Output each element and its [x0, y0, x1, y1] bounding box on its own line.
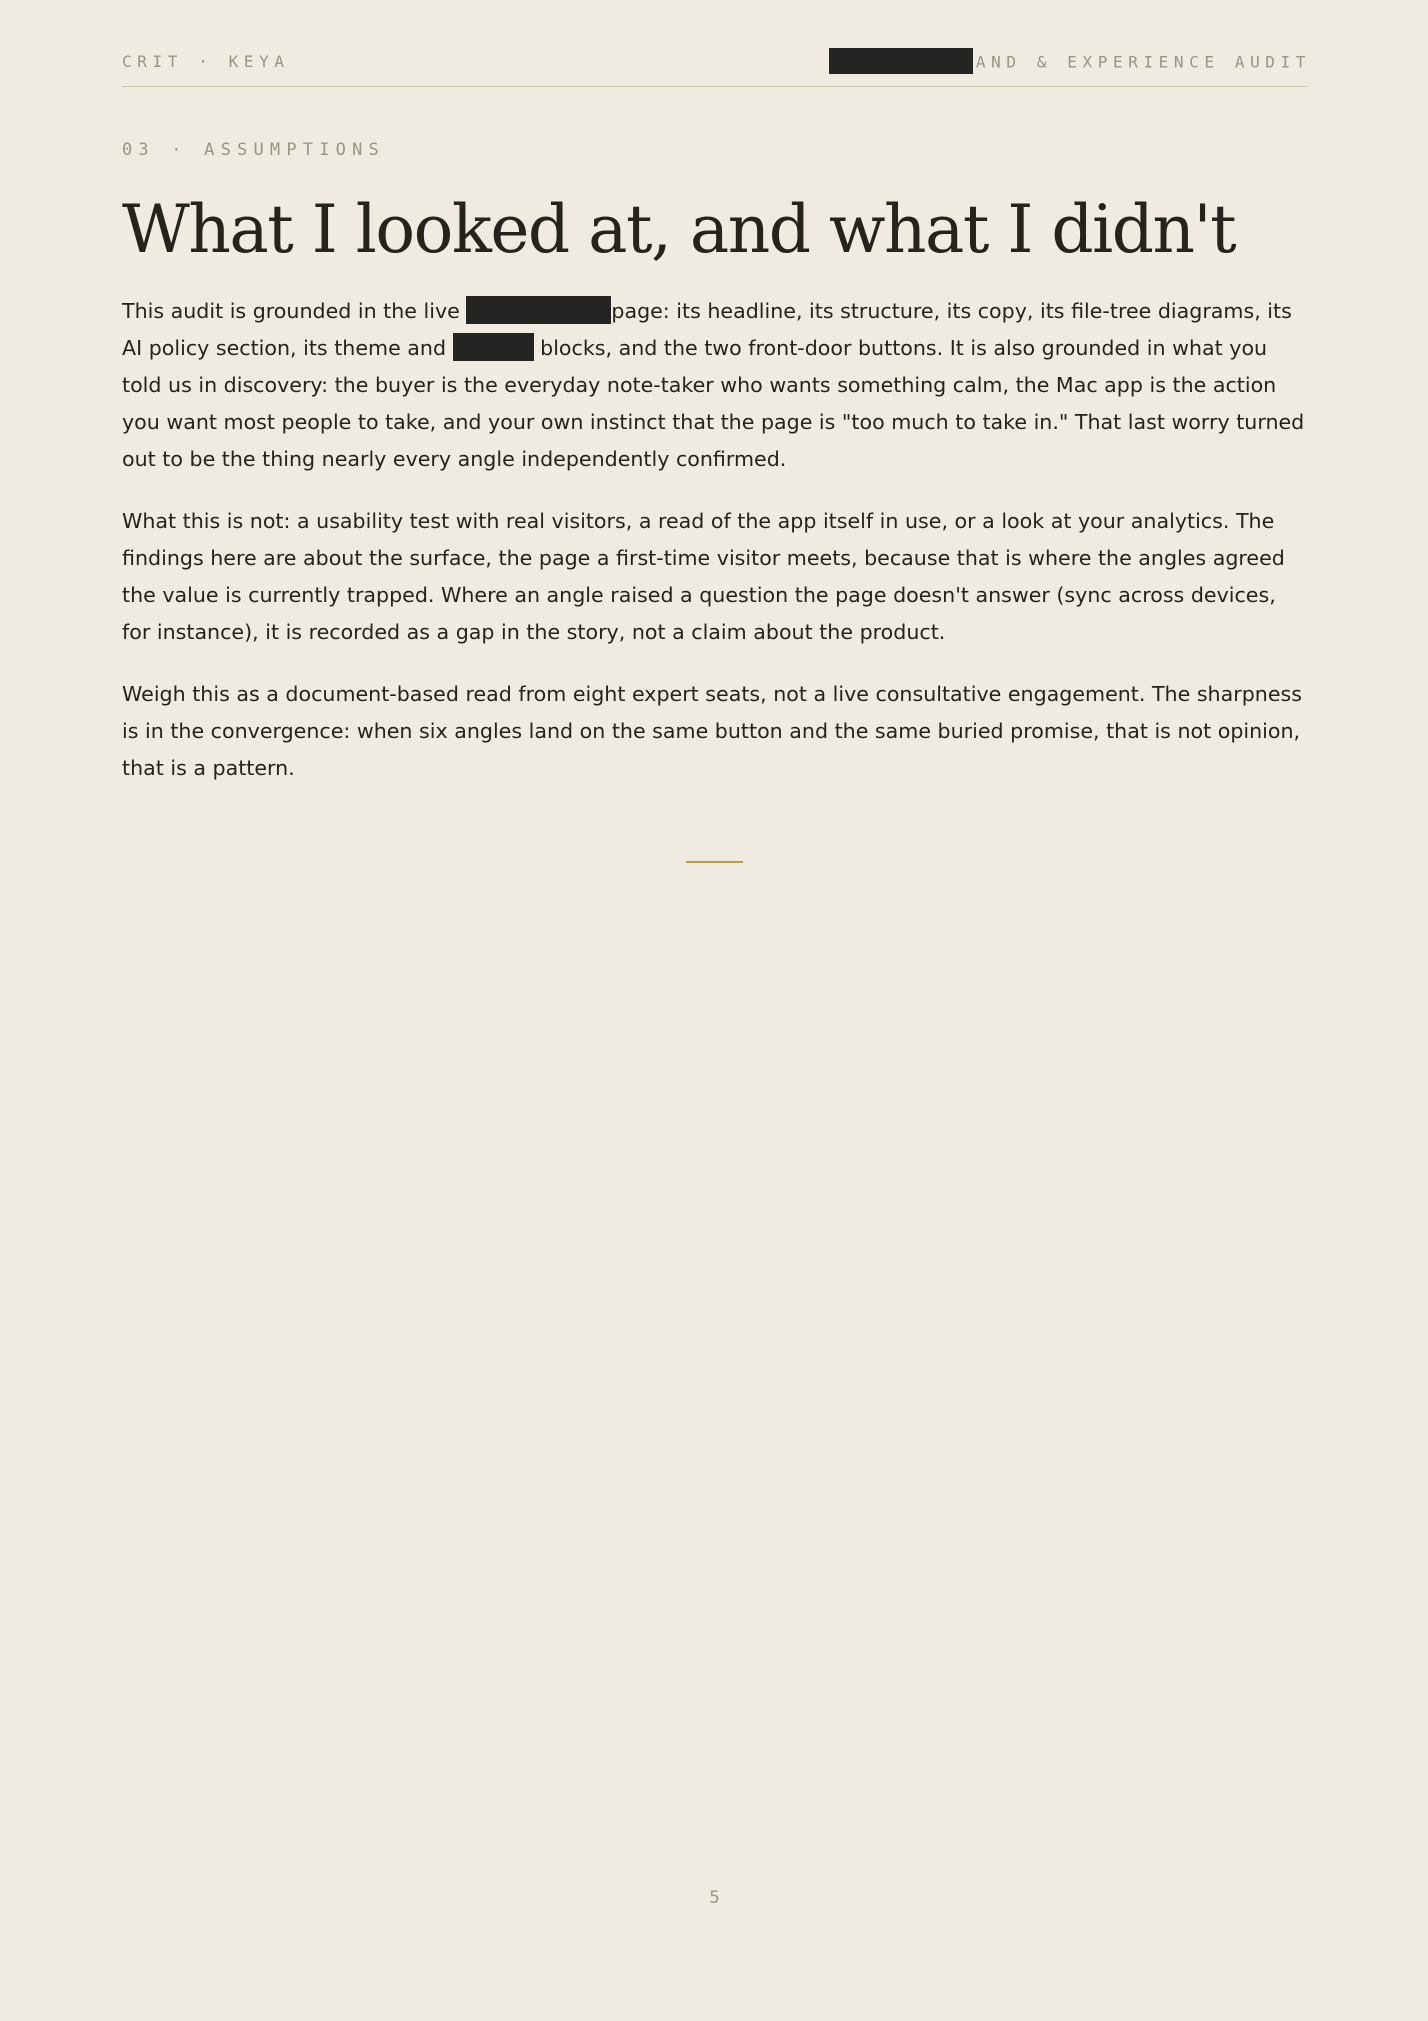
document-page	[122, 0, 1311, 2021]
redaction-block	[466, 296, 611, 324]
running-header	[122, 50, 1311, 87]
section-divider-ornament	[686, 861, 743, 863]
page-number: 5	[709, 1888, 720, 1908]
redaction-block	[829, 48, 973, 74]
body-text	[122, 293, 1307, 812]
header-right-text: AND & EXPERIENCE AUDIT	[975, 52, 1311, 72]
section-label: 03 · ASSUMPTIONS	[122, 140, 385, 160]
paragraph: What this is not: a usability test with real visitors, a read of the app itself in use, or a look at your analytics. The findings here are about the surface, the page a first-time visitor meets, because that is where the angles agreed the value is currently trapped. Where an angle raised a question the page doesn't answer (sync across devices, for instance), it is recorded as a gap in the story, not a claim about the product.	[122, 509, 1285, 644]
redaction-block	[453, 333, 534, 361]
header-right-label	[829, 52, 1311, 74]
header-left-label: CRIT · KEYA	[122, 52, 290, 71]
page-title: What I looked at, and what I didn't	[122, 191, 1236, 268]
paragraph	[122, 293, 1307, 478]
paragraph: Weigh this as a document-based read from eight expert seats, not a live consultative engagement. The sharpness is in the convergence: when six angles land on the same button and the same buried promise, that is not opinion, that is a pattern.	[122, 682, 1302, 780]
paragraph-text: page: its headline, its structure, its copy, its file-tree diagrams, its AI policy section, its theme and	[122, 299, 1292, 360]
paragraph-text: blocks, and the two front-door buttons. It is also grounded in what you told us in discovery: the buyer is the everyday note-taker who wants something calm, the Mac app is the action you want most people to take, and your own instinct that the page is "too much to take in." That last worry turned out to be the thing nearly every angle independently confirmed.	[122, 336, 1305, 471]
paragraph-text: This audit is grounded in the live	[122, 299, 467, 323]
